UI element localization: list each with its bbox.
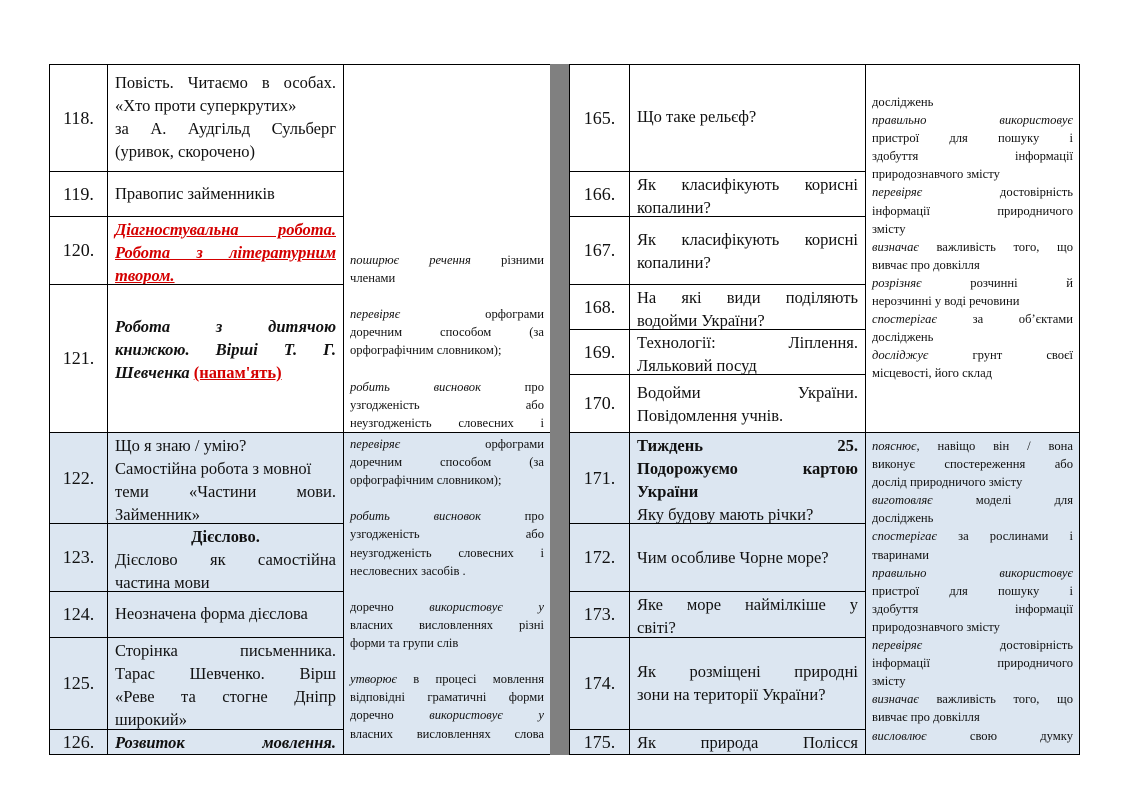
note-line: несловесних засобів . [350,563,466,578]
topic-line: Ляльковий посуд [637,356,757,374]
topic-line: Повість. Читаємо в особах. [115,73,336,92]
note-line: поширює речення різними [350,253,544,267]
topic-cell [107,216,343,284]
topic-line: (напам'ять) [193,363,282,382]
topic-cell [629,216,865,284]
topic-cell [107,284,343,432]
topic-line: Дієслово як самостійна [115,550,336,569]
topic-line: водойми України? [637,311,765,329]
topic-line: світі? [637,618,676,637]
row-number: 126. [49,729,107,755]
note-line: вивчає про довкілля [872,257,980,272]
row-number: 168. [569,284,629,329]
topic-line: Займенник» [115,505,200,523]
topic-cell [629,374,865,432]
topic-line: України [637,482,699,501]
competency-notes [865,432,1080,755]
topic-line: Чим особливе Чорне море? [637,548,829,567]
row-number: 123. [49,523,107,591]
topic-cell [629,591,865,637]
note-line: спостерігає за рослинами і [872,529,1073,544]
note-line: природознавчого змісту [872,167,1000,182]
note-line: перевіряє орфограми [350,307,544,322]
topic-cell [107,171,343,216]
topic-cell [629,432,865,523]
topic-cell [629,637,865,729]
note-line: нерозчинні у воді речовини [872,294,1020,309]
topic-line: На які види поділяють [637,288,858,307]
note-line: робить висновок про [350,509,544,524]
row-number: 175. [569,729,629,755]
note-line: досліджує грунт своєї [872,348,1073,363]
topic-line: Яку будову мають річки? [637,505,814,523]
note-line: тваринами [872,547,929,562]
topic-line: Робота з дитячою [115,317,336,336]
topic-line: Яке море наймілкіше у [637,595,858,614]
topic-cell [629,729,865,755]
row-number: 120. [49,216,107,284]
topic-line: Повідомлення учнів. [637,406,784,425]
topic-line: книжкою. Вірші Т. Г. [115,340,336,359]
note-line [350,580,544,598]
note-line [350,360,544,378]
topic-line: (уривок, скорочено) [115,142,256,161]
note-line: перевіряє достовірність [872,185,1073,200]
topic-line: Неозначена форма дієслова [115,604,308,623]
row-number: 122. [49,432,107,523]
topic-line: Розвиток мовлення. [115,733,336,752]
note-line: власних висловленнях різні [350,617,544,632]
note-line: інформації природничого [872,656,1073,671]
topic-cell [629,523,865,591]
note-line: досліджень [872,95,934,109]
topic-line: Як класифікують корисні [637,230,858,249]
note-line: дослід природничого змісту [872,475,1023,490]
topic-line: Сторінка письменника. [115,641,336,660]
topic-line: Шевченка [115,363,190,382]
topic-line: «Реве та стогне Дніпр [115,687,336,706]
note-line: пояснює, навіщо він / вона [872,439,1073,453]
topic-line: Як розміщені природні [637,662,858,681]
note-line: вивчає про довкілля [872,710,980,725]
topic-line: Самостійна робота з мовної [115,459,312,478]
note-line: правильно використовує [872,113,1073,128]
note-line: здобуття інформації [872,149,1073,164]
note-line: відповідні граматичні форми [350,690,544,705]
competency-notes [865,64,1080,432]
note-line: природознавчого змісту [872,619,1000,634]
row-number: 124. [49,591,107,637]
topic-line: Діагностувальна робота. [115,220,336,239]
column-divider [550,64,569,755]
row-number: 169. [569,329,629,374]
note-line: перевіряє достовірність [872,638,1073,653]
topic-line: Що таке рельєф? [637,107,757,126]
note-line: розрізняє розчинні й [872,275,1073,290]
note-line: членами [350,271,396,286]
row-number: 167. [569,216,629,284]
topic-line: Що я знаю / умію? [115,436,247,455]
topic-cell [107,637,343,729]
topic-line: частина мови [115,573,210,591]
row-number: 170. [569,374,629,432]
note-line: виконує спостереження або [872,457,1073,472]
row-number: 165. [569,64,629,171]
note-line: виготовляє моделі для [872,493,1073,508]
topic-line: Тиждень 25. [637,436,858,455]
topic-line: за А. Аудгільд Сульберг [115,119,336,138]
topic-cell [107,523,343,591]
topic-line: Правопис займенників [115,184,275,203]
row-number: 121. [49,284,107,432]
topic-line: копалини? [637,253,711,272]
note-line: змісту [872,221,906,236]
topic-line: Водойми України. [637,383,858,402]
topic-line: Технології: Ліплення. [637,333,858,352]
topic-cell [107,64,343,171]
note-line: форми та групи слів [350,636,459,651]
note-line: орфографічним словником); [350,343,502,358]
note-line: власних висловленнях слова [350,726,544,741]
topic-line: копалини? [637,198,711,216]
note-line: спостерігає за об’єктами [872,312,1073,327]
note-line: утворює в процесі мовлення [350,672,544,687]
note-line: узгодженість або [350,527,544,542]
note-line [350,652,544,670]
row-number: 125. [49,637,107,729]
topic-line: «Хто проти суперкрутих» [115,96,297,115]
note-line: висловлює свою думку [872,728,1073,743]
topic-line: Подорожуємо картою [637,459,858,478]
note-line: пристрої для пошуку і [872,131,1073,146]
topic-line: Як природа Полісся [637,733,858,752]
row-number: 172. [569,523,629,591]
note-line: орфографічним словником); [350,473,502,488]
note-line: доречним способом (за [350,455,544,470]
row-number: 174. [569,637,629,729]
topic-cell [629,284,865,329]
topic-cell [629,171,865,216]
competency-notes [343,432,550,755]
row-number: 171. [569,432,629,523]
topic-line: теми «Частини мови. [115,482,336,501]
note-line: узгодженість або [350,397,544,412]
topic-line: Як класифікують корисні [637,175,858,194]
note-line: змісту [872,674,906,689]
note-line: робить висновок про [350,379,544,394]
topic-line: широкий» [115,710,187,729]
topic-cell [629,64,865,171]
note-line: правильно використовує [872,565,1073,580]
note-line: неузгодженість словесних і [350,415,544,430]
note-line [350,489,544,507]
topic-cell [107,729,343,755]
topic-line: Дієслово. [191,527,260,546]
row-number: 173. [569,591,629,637]
note-line: перевіряє орфограми [350,437,544,451]
row-number: 119. [49,171,107,216]
competency-notes [343,64,550,432]
note-line: пристрої для пошуку і [872,583,1073,598]
topic-cell [107,432,343,523]
note-line: інформації природничого [872,203,1073,218]
note-line: місцевості, його склад [872,366,993,381]
note-line: досліджень [872,330,934,345]
note-line: доречно використовує у [350,708,544,723]
note-line: визначає важливість того, що [872,692,1073,707]
topic-line: зони на території України? [637,685,826,704]
topic-line: Тарас Шевченко. Вірш [115,664,336,683]
row-number: 166. [569,171,629,216]
topic-line: твором. [115,266,175,284]
note-line [350,287,544,305]
note-line: доречним способом (за [350,325,544,340]
row-number: 118. [49,64,107,171]
topic-cell [629,329,865,374]
note-line: визначає важливість того, що [872,239,1073,254]
note-line: здобуття інформації [872,601,1073,616]
topic-line: Робота з літературним [115,243,336,262]
note-line: доречно використовує у [350,599,544,614]
topic-cell [107,591,343,637]
note-line: неузгодженість словесних і [350,545,544,560]
note-line: досліджень [872,511,934,526]
